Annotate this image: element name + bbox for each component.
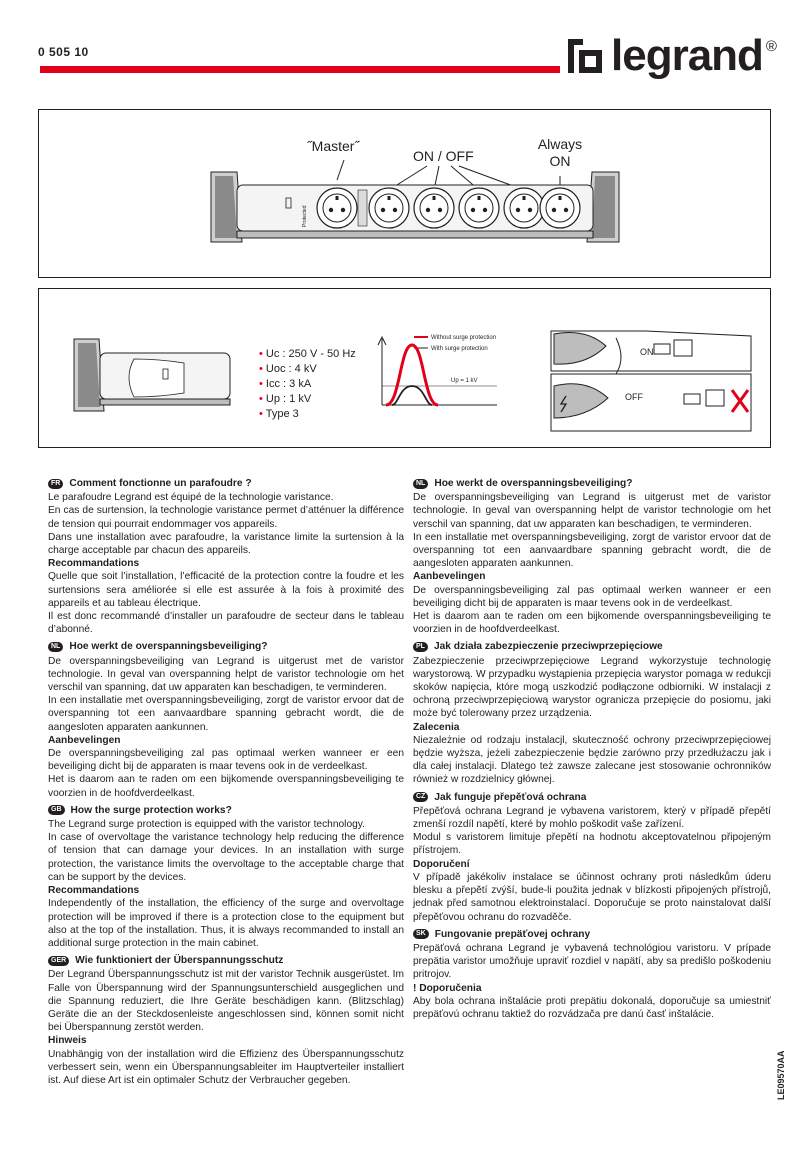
paragraph: En cas de surtension, la technologie varistance permet d’atténuer la différence de tension qui pourrait endommager vos appareils.: [48, 505, 404, 530]
switch-off-label: OFF: [625, 392, 643, 402]
legend-with: With surge protection: [431, 346, 488, 352]
module-closeup-illustration: [64, 319, 234, 429]
paragraph: Der Legrand Überspannungsschutz ist mit der varistor Technik ausgerüstet. Im Falle von Überspannung wird der Spannungsunterschield ausgeglichen und die Spannung reduziert, die Ihre Geräte beschädigen kann. (Blitzschlag) Geräte die an der Steckdosenleiste angeschlossen sind, können somit nicht bei Überspannung zerstöt werden.: [48, 969, 404, 1034]
registered-mark: ®: [765, 38, 777, 55]
up-label: Up = 1 kV: [451, 378, 478, 384]
graph-legend: [431, 333, 496, 355]
paragraph: De overspanningsbeveiliging zal pas optimaal werken wanneer er een beveiliging dicht bij de apparaten is maar tevens ook in de verdeelkast.: [48, 748, 404, 773]
paragraph: Dans une installation avec parafoudre, la varistance limite la surtension à la charge acceptable par chacun des appareils.: [48, 531, 404, 557]
switch-usage-diagram: [546, 326, 756, 436]
paragraph: Unabhängig von der installation wird die Effizienz des Überspannungsschutz verbessert sein, wenn ein Überspannungsableiter im Hauptverteiler installiert ist. Auf diese Art ist ein optimaler Schutz der Verbraucher gegeben.: [48, 1048, 404, 1086]
paragraph: Zabezpieczenie przeciwprzepięciowe Legrand wykorzystuje technologię warystorową. W przypadku wystąpienia przepięcia warystor pomaga w redukcji skoków napięcia, które mogą uszkodzić podłączone odbiorniki. W instalacji z ochroną przeciwprzepięciową warystor ogranicza przepięcie do posiomu, jaki może być tolerowany przez urządzenia.: [413, 655, 771, 720]
language-badge: CZ: [413, 792, 428, 802]
paragraph: The Legrand surge protection is equipped with the varistor technology.: [48, 819, 365, 831]
language-badge: NL: [413, 479, 428, 489]
section-cz: [413, 791, 771, 924]
section-title: Wie funktioniert der Überspannungsschutz: [75, 955, 284, 967]
header-red-bar: [40, 66, 560, 73]
section-gb: [48, 804, 404, 950]
switch-on-label: ON: [640, 347, 654, 357]
paragraph: Het is daarom aan te raden om een bijkomende overspanningsbeveiliging te voorzien in de hoofdverdeelkast.: [48, 774, 404, 799]
left-text-column: [48, 477, 404, 1091]
with-protection-curve: [392, 386, 432, 405]
language-badge: PL: [413, 642, 428, 652]
paragraph: Prepäťová ochrana Legrand je vybavená technológiou varistoru. V prípade prepätia varistor umožňuje upraviť rozdiel v napätí, aby sa predišlo poškodeniu pritrojov.: [413, 942, 771, 981]
paragraph: Přepěťová ochrana Legrand je vybavena varistorem, který v případě přepětí zmenší rozdíl napětí, které by mohlo poškodit vaše zařízení.: [413, 805, 771, 831]
section-subtitle: Aanbevelingen: [48, 734, 121, 746]
paragraph: De overspanningsbeveiliging van Legrand is uitgerust met de varistor technologie. In geval van overspanning helpt de varistor technologie om het verschil van spanning, dat uw apparaten kan beschadigen, te verminderen.: [48, 655, 404, 694]
onoff-label: ON / OFF: [413, 148, 474, 164]
section-nl-right: [413, 477, 771, 636]
language-badge: NL: [48, 642, 63, 652]
paragraph: Het is daarom aan te raden om een bijkomende overspanningsbeveiliging te voorzien in de hoofdverdeelkast.: [413, 611, 771, 636]
section-title: Hoe werkt de overspanningsbeveiliging?: [69, 641, 268, 653]
section-nl: [48, 640, 404, 799]
product-illustration-box: [38, 109, 771, 278]
paragraph: De overspanningsbeveiliging van Legrand is uitgerust met de varistor technologie. In geval van overspanning helpt de varistor technologie om het verschil van spanning, dat uw apparaten kan beschadigen, te verminderen.: [413, 492, 771, 530]
paragraph: Aby bola ochrana inštalácie proti prepätiu dokonalá, doporučuje sa umiestniť prepäťovú ochranu taktiež do rozvádzača pre danú časť inštalácie.: [413, 995, 771, 1020]
section-subtitle: Zalecenia: [413, 721, 460, 733]
spec-item: • Up : 1 kV: [259, 392, 356, 407]
section-ger: [48, 954, 404, 1087]
spec-list: [259, 347, 356, 422]
section-subtitle: Aanbevelingen: [413, 571, 486, 583]
document-reference: LE09570AA: [776, 1050, 786, 1100]
section-subtitle: Hinweis: [48, 1035, 87, 1047]
language-badge: FR: [48, 479, 63, 489]
spec-item: • Icc : 3 kA: [259, 377, 356, 392]
master-label: ˝Master˝: [307, 138, 360, 154]
legend-without: Without surge protection: [431, 335, 497, 341]
legrand-logo: [565, 31, 777, 80]
specifications-box: [38, 288, 771, 448]
section-title: Jak funguje přepěťová ochrana: [434, 791, 587, 803]
section-title: Fungovanie prepäťovej ochrany: [434, 928, 591, 940]
section-title: Jak działa zabezpieczenie przeciwprzepięciowe: [433, 641, 663, 653]
section-subtitle: ! Doporučenia: [413, 982, 482, 994]
svg-text:Protected: Protected: [302, 205, 308, 227]
paragraph: Niezależnie od rodzaju instalacjl, skuteczność ochrony przeciwprzepięciowej będzie wyższa, jeżeli zabezpieczenie będzie zarówno przy przedłużaczu jak i dla całej instalacji. Dlatego też zawsze zalecane jest stosowanie ochronników również w rozdzielnicy głównej.: [413, 734, 771, 786]
power-strip-illustration: [39, 110, 772, 279]
paragraph: Modul s varistorem limituje přepětí na hodnotu akceptovatelnou připojeným přístrojem.: [413, 832, 771, 857]
spec-item: • Type 3: [259, 407, 356, 422]
brand-name: legrand: [611, 31, 763, 80]
paragraph: Independently of the installation, the efficiency of the surge and overvoltage protection will be improved if there is a protection close to the equipment but also at the top of the installation. Thus, it is always recommanded to install an additional surge protection in the main cabinet.: [48, 898, 404, 949]
section-pl: [413, 640, 771, 786]
section-subtitle: Recommandations: [48, 558, 140, 570]
paragraph: De overspanningsbeveiliging zal pas optimaal werken wanneer er een beveiliging dicht bij de apparaten is maar tevens ook in de verdeelkast.: [413, 584, 771, 609]
section-subtitle: Recommandations: [48, 885, 140, 897]
section-title: Comment fonctionne un parafoudre ?: [69, 478, 252, 489]
right-text-column: [413, 477, 771, 1025]
spec-item: • Uc : 250 V - 50 Hz: [259, 347, 356, 362]
always-on-label: Always ON: [537, 136, 583, 169]
section-title: How the surge protection works?: [70, 804, 232, 816]
section-fr: [48, 477, 404, 636]
section-sk: [413, 928, 771, 1021]
paragraph: Le parafoudre Legrand est équipé de la technologie varistance.: [48, 492, 334, 504]
section-title: Hoe werkt de overspanningsbeveiliging?: [434, 478, 633, 489]
product-code: 0 505 10: [38, 45, 89, 59]
paragraph: V případě jakékoliv instalace se účinnost ochrany proti následkům úderu blesku a přepětí zvýší, bude-li použita jednak v blízkosti připojených přístrojů, jednak před samotnou elektroinstalací. Doporučuje se proto nainstalovat další přepěťovou ochranu do rozvaděče.: [413, 871, 771, 923]
legrand-logo-icon: [565, 36, 605, 76]
language-badge: GER: [48, 956, 69, 966]
paragraph: In een installatie met overspanningsbeveiliging, zorgt de varistor ervoor dat de overspanning tot een aanvaardbare spanning gebracht wordt, die de aangesloten apparaten aankunnen.: [48, 695, 404, 733]
language-badge: SK: [413, 929, 429, 939]
spec-item: • Uoc : 4 kV: [259, 362, 356, 377]
paragraph: In case of overvoltage the varistance technology help reducing the difference of tension that can damage your devices. In an installation with surge protection, the varistance limits the overvoltage to the acceptable charge that can be support by the devices.: [48, 832, 404, 883]
language-badge: GB: [48, 805, 65, 815]
section-subtitle: Doporučení: [413, 858, 470, 870]
paragraph: In een installatie met overspanningsbeveiliging, zorgt de varistor ervoor dat de overspanning tot een aanvaardbare spanning gebracht wordt, die de aangesloten apparaten aankunnen.: [413, 531, 771, 570]
paragraph: Il est donc recommandé d’installer un parafoudre de secteur dans le tableau d’abonné.: [48, 611, 404, 636]
paragraph: Quelle que soit l’installation, l’efficacité de la protection contre la foudre et les surtensions sera améliorée si elle est assurée à la fois à proximité des appareils et au tableau électrique.: [48, 571, 404, 609]
